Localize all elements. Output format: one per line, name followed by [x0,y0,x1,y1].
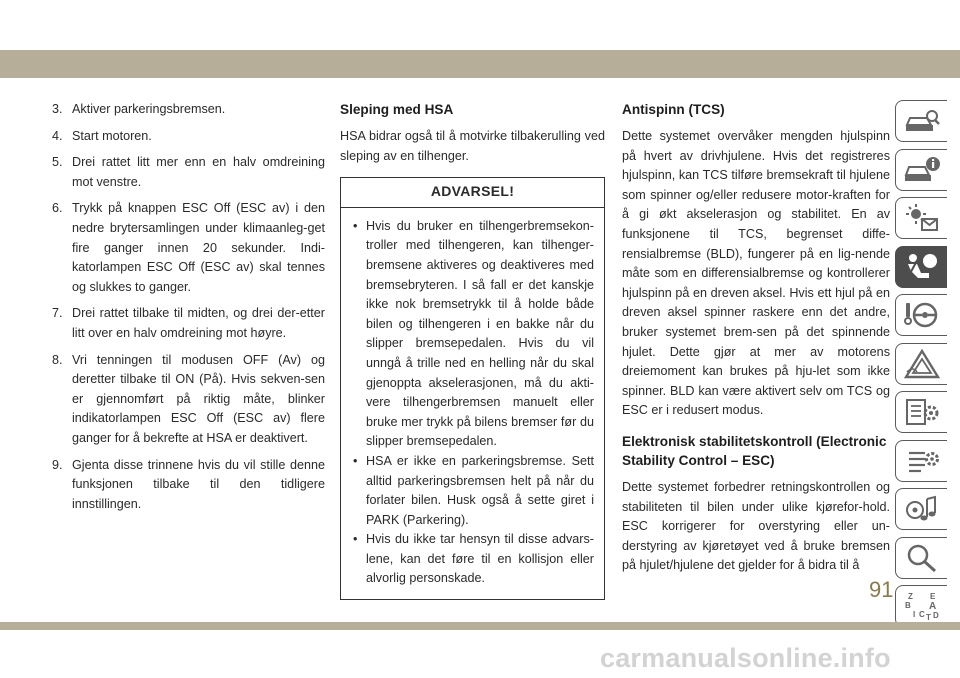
list-item [353,452,594,530]
tcs-paragraph: Dette systemet overvåker mengden hjulspinn på hvert av drivhjulene. Hvis det registreres hjulspinn, kan TCS tilføre bremsekraft til hjulene som spinner og/eller redusere motor-kraften for å gi økt akselerasjon og stabilitet. En av funksjonene til TCS, begrenset diffe-rensialbremse (BLD), fungerer på en lig-nende måte som en differensialbremse og kontrollerer hjulspinn på en dreven aksel. Hvis ett hjul på en dreven aksel spinner raskere enn det andre, bruker systemet brem-sen på det spinnende hjulet. Dette gjør at mer av motorens dreiemoment kan brukes på hju-let som ikke spinner. BLD kan være aktivert selv om TCS og ESC er i redusert modus. [622,129,890,418]
index-letter: B [904,601,911,610]
chapter-tab[interactable] [895,488,947,530]
chapter-tab[interactable] [895,149,947,191]
chapter-tab-active[interactable] [895,246,947,288]
hazard-warning-icon [903,348,941,380]
warning-list [341,208,604,599]
dashboard-lights-icon [903,202,941,234]
warning-text: HSA er ikke en parkeringsbremse. Sett alltid parkeringsbremsen helt på når du forlater bilen. Husk også å sette giret i PARK (Parkering). [366,453,594,527]
alphabet-index-icon [903,590,941,622]
warning-box [340,177,605,600]
maintenance-gear-icon [903,396,941,428]
index-letter: E [929,592,935,601]
list-item: 3. Aktiver parkeringsbremsen. [52,100,325,120]
section-heading-esc: Elektronisk stabilitetskontroll (Electronic Stability Control – ESC) [622,433,887,468]
car-info-icon [903,154,941,186]
list-item: 6. Trykk på knappen ESC Off (ESC av) i den nedre brytersamlingen under klimaanleg-get fire ganger innen 20 sekunder. Indi-katorlampen ESC Off (ESC av) skal tennes og slukkes to ganger. [52,199,325,297]
list-item [353,217,594,452]
index-letter: T [925,613,931,622]
step-text: Aktiver parkeringsbremsen. [72,102,226,116]
warning-text: Hvis du ikke tar hensyn til disse advars-lene, kan det føre til en kollisjon eller alvorlig personskade. [366,532,594,586]
list-item [353,530,594,589]
chapter-tab[interactable] [895,294,947,336]
index-letter: A [928,601,936,612]
watermark-footer: carmanualsonline.info [600,643,891,673]
car-magnifier-icon [903,105,941,137]
steering-wheel-key-icon [903,299,941,331]
chapter-tab[interactable] [895,585,947,627]
section-heading-tcs: Antispinn (TCS) [622,102,725,117]
chapter-tabs [895,100,947,634]
warning-title: ADVARSEL! [341,178,604,208]
column-steps [52,100,325,521]
chapter-tab[interactable] [895,100,947,142]
bullet: • [353,218,358,233]
step-text: Trykk på knappen ESC Off (ESC av) i den nedre brytersamlingen under klimaanleg-get fire ganger innen 20 sekunder. Indi-katorlampen ESC Off (ESC av) skal tennes og slukkes to ganger. [72,201,325,294]
section-heading-towing: Sleping med HSA [340,102,454,117]
step-text: Drei rattet tilbake til midten, og drei der-etter litt over en halv omdreining mot høyre. [72,306,325,340]
chapter-tab[interactable] [895,440,947,482]
index-letter: I [912,610,915,619]
chapter-tab[interactable] [895,197,947,239]
bottom-band [0,622,960,630]
technical-settings-icon [903,445,941,477]
bullet: • [353,532,358,547]
column-towing [340,100,605,600]
page-number: 91 [869,577,894,602]
list-item: 4. Start motoren. [52,127,325,147]
chapter-tab[interactable] [895,537,947,579]
search-index-icon [903,542,941,574]
warning-text: Hvis du bruker en tilhengerbremsekon-troller med tilhengeren, kan tilhenger-bremsene aktiveres og deaktiveres med bremsebryteren. I så fall er det kanskje ikke nok bremsetrykk til å holde både bilen og tilhengeren i en bakke når du slipper bremsepedalen. Hvis du vil unngå å trille ned en helling når du skal gjenoppta akselerasjonen, må du akti-vere tilhengerbremsen manuelt eller bruke mer trykk på bilens bremser før du slipper bremsepedalen. [366,218,594,449]
esc-paragraph: Dette systemet forbedrer retningskontrollen og stabiliteten til bilen under ulike kjørefor-hold. ESC korrigerer for overstyring eller un-derstyring av kjøretøyet ved å bruke bremsen på hjulet/hjulene det gjelder for å bidra til å [622,479,890,573]
list-item: 9. Gjenta disse trinnene hvis du vil stille denne funksjonen tilbake til den tidligere innstillingen. [52,456,325,515]
step-text: Gjenta disse trinnene hvis du vil stille denne funksjonen tilbake til den tidligere innstillingen. [72,457,325,511]
step-text: Vri tenningen til modusen OFF (Av) og deretter tilbake til ON (På). Hvis sekven-sen er gjennomført på riktig måte, blinker indikatorlampen ESC Off (ESC av) flere ganger for å bekrefte at HSA er deaktivert. [72,352,325,445]
list-item: 8. Vri tenningen til modusen OFF (Av) og deretter tilbake til ON (På). Hvis sekven-sen er gjennomført på riktig måte, blinker indikatorlampen ESC Off (ESC av) flere ganger for å bekrefte at HSA er deaktivert. [52,351,325,449]
step-text: Start motoren. [72,128,152,143]
step-text: Drei rattet litt mer enn en halv omdreining mot venstre. [72,155,325,189]
list-item: 7. Drei rattet tilbake til midten, og drei der-etter litt over en halv omdreining mot høyre. [52,304,325,343]
steps-list [52,100,325,514]
top-header-band [0,50,960,78]
column-stability [622,100,890,587]
multimedia-music-icon [903,493,941,525]
index-letter: Z [907,592,913,601]
chapter-tab[interactable] [895,391,947,433]
bullet: • [353,453,358,468]
safety-airbag-icon [903,251,941,283]
list-item: 5. Drei rattet litt mer enn en halv omdreining mot venstre. [52,153,325,192]
chapter-tab[interactable] [895,343,947,385]
index-letter: C [918,610,925,619]
towing-intro: HSA bidrar også til å motvirke tilbakerulling ved sleping av en tilhenger. [340,129,605,163]
index-letter: D [932,611,939,620]
